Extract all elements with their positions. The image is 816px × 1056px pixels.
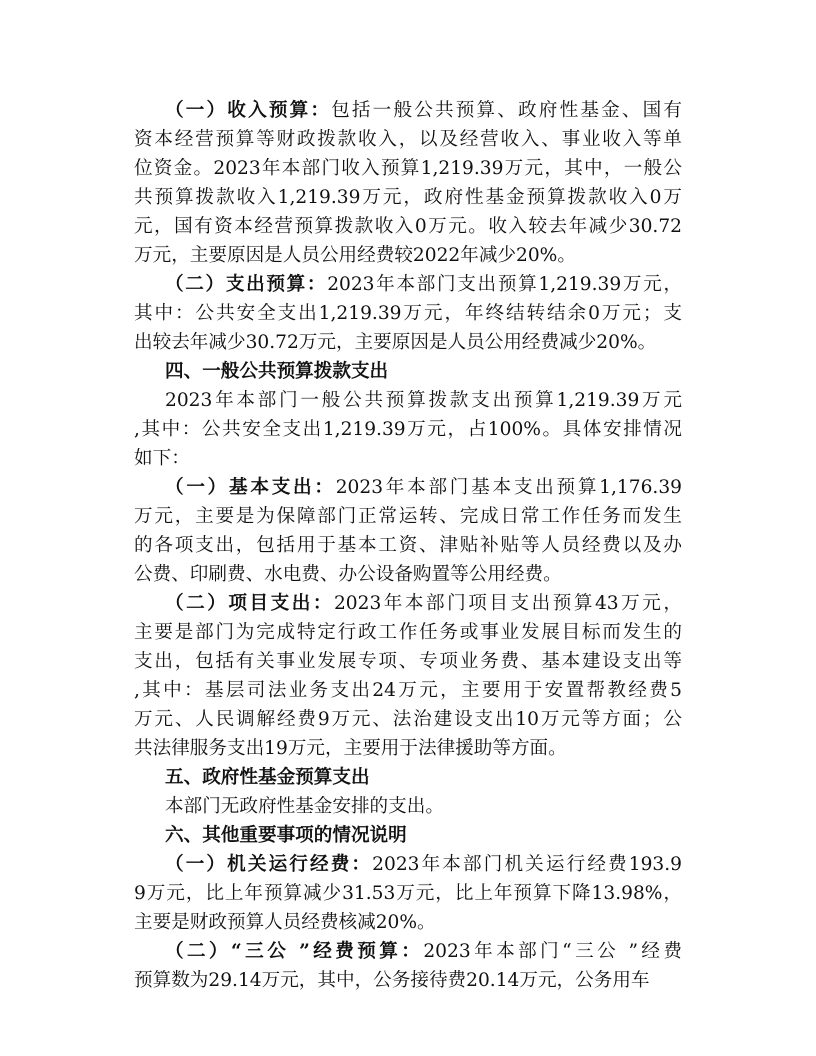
section-heading: 五、政府性基金预算支出: [165, 767, 370, 788]
paragraph: [134, 937, 682, 995]
paragraph: [134, 589, 682, 763]
line-text: 公费、印刷费、水电费、办公设备购置等公用经费。: [134, 564, 562, 585]
bold-lead: （二）项目支出：: [165, 593, 334, 614]
line-text: 位资金。2023年本部门收入预算1,219.39万元，其中，一般公: [134, 158, 682, 179]
paragraph: [134, 270, 682, 357]
line-text: 万元，主要原因是人员公用经费较2022年减少20%。: [134, 245, 576, 266]
text-line: [134, 908, 682, 937]
section-heading: 六、其他重要事项的情况说明: [165, 825, 407, 846]
text-line: [134, 473, 682, 502]
text-line: [134, 560, 682, 589]
text-line: [134, 850, 682, 879]
text-line: [134, 531, 682, 560]
line-text: 共法律服务支出19万元，主要用于法律援助等方面。: [134, 738, 567, 759]
paragraph: [134, 792, 682, 821]
line-text: 其中：公共安全支出1,219.39万元，年终结转结余0万元；支: [134, 303, 682, 324]
text-line: [134, 618, 682, 647]
text-line: [134, 328, 682, 357]
text-line: [134, 386, 682, 415]
line-text: 的各项支出，包括用于基本工资、津贴补贴等人员经费以及办: [134, 535, 682, 556]
line-text: 支出，包括有关事业发展专项、专项业务费、基本建设支出等: [134, 651, 682, 672]
bold-lead: （二）“三公 ”经费预算：: [165, 941, 424, 962]
line-text: 万元、人民调解经费9万元、法治建设支出10万元等方面；公: [134, 709, 682, 730]
bold-lead: （一）机关运行经费：: [165, 854, 373, 875]
text-line: [134, 937, 682, 966]
text-line: [134, 270, 682, 299]
bold-lead: （一）收入预算：: [165, 100, 332, 121]
text-line: [134, 241, 682, 270]
bold-lead: （一）基本支出：: [165, 477, 336, 498]
text-line: [134, 212, 682, 241]
text-line: [134, 647, 682, 676]
text-line: [134, 299, 682, 328]
text-line: [134, 792, 682, 821]
text-line: [134, 589, 682, 618]
paragraph: [134, 473, 682, 589]
section-heading: 四、一般公共预算拨款支出: [165, 361, 389, 382]
line-text: 2023年本部门“三公 ”经费: [423, 941, 682, 962]
text-line: [134, 183, 682, 212]
line-text: ,其中：基层司法业务支出24万元，主要用于安置帮教经费5: [134, 680, 682, 701]
line-text: 2023年本部门机关运行经费193.9: [372, 854, 682, 875]
paragraph: [134, 386, 682, 473]
paragraph: [134, 850, 682, 937]
text-line: [134, 154, 682, 183]
line-text: 包括一般公共预算、政府性基金、国有: [331, 100, 682, 121]
text-line: [134, 879, 682, 908]
line-text: ,其中：公共安全支出1,219.39万元，占100%。具体安排情况: [134, 419, 682, 440]
line-text: 2023年本部门基本支出预算1,176.39: [335, 477, 682, 498]
line-text: 2023年本部门一般公共预算拨款支出预算1,219.39万元: [165, 390, 682, 411]
line-text: 本部门无政府性基金安排的支出。: [165, 796, 444, 817]
line-text: 元，国有资本经营预算拨款收入0万元。收入较去年减少30.72: [134, 216, 682, 237]
line-text: 出较去年减少30.72万元，主要原因是人员公用经费减少20%。: [134, 332, 657, 353]
line-text: 万元，主要是为保障部门正常运转、完成日常工作任务而发生: [134, 506, 682, 527]
text-line: [134, 125, 682, 154]
text-line: [134, 705, 682, 734]
text-line: [134, 444, 682, 473]
line-text: 资本经营预算等财政拨款收入，以及经营收入、事业收入等单: [134, 129, 682, 150]
text-line: [134, 502, 682, 531]
line-text: 主要是部门为完成特定行政工作任务或事业发展目标而发生的: [134, 622, 682, 643]
line-text: 2023年本部门项目支出预算43万元，: [333, 593, 682, 614]
text-line: [134, 96, 682, 125]
text-line: [134, 734, 682, 763]
paragraph: [134, 96, 682, 270]
bold-lead: （二）支出预算：: [165, 274, 328, 295]
text-line: [134, 966, 682, 995]
line-text: 9万元，比上年预算减少31.53万元，比上年预算下降13.98%，: [134, 883, 682, 904]
line-text: 共预算拨款收入1,219.39万元，政府性基金预算拨款收入0万: [134, 187, 682, 208]
line-text: 预算数为29.14万元，其中，公务接待费20.14万元，公务用车: [134, 970, 650, 991]
line-text: 2023年本部门支出预算1,219.39万元，: [327, 274, 682, 295]
line-text: 如下：: [134, 448, 190, 469]
text-line: [134, 676, 682, 705]
line-text: 主要是财政预算人员经费核减20%。: [134, 912, 436, 933]
text-line: [134, 415, 682, 444]
